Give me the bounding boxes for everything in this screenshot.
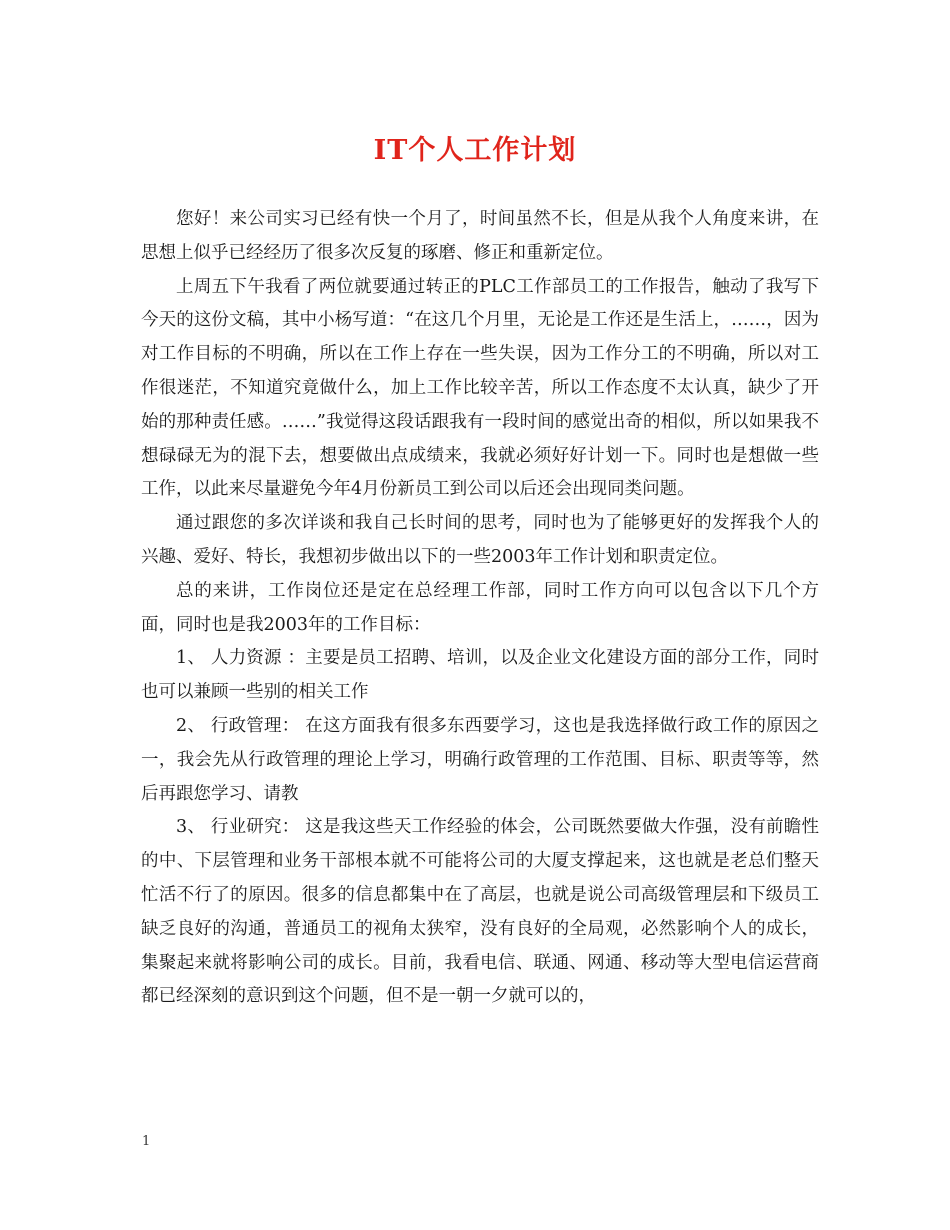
paragraph-plan-intro: 通过跟您的多次详谈和我自己长时间的思考，同时也为了能够更好的发挥我个人的兴趣、爱好、特长，我想初步做出以下的一些2003年工作计划和职责定位。 [141, 513, 819, 567]
list-item-human-resources: 1、 人力资源 ：主要是员工招聘、培训，以及企业文化建设方面的部分工作，同时也可以兼顾一些别的相关工作 [141, 648, 819, 703]
paragraph-intro: 您好！来公司实习已经有快一个月了，时间虽然不长，但是从我个人角度来讲，在思想上似乎已经经历了很多次反复的琢磨、修正和重新定位。 [141, 209, 819, 263]
list-item-industry-research: 3、 行业研究： 这是我这些天工作经验的体会，公司既然要做大作强，没有前瞻性的中、下层管理和业务干部根本就不可能将公司的大厦支撑起来，这也就是老总们整天忙活不行了的原因。很多的信息都集中在了高层，也就是说公司高级管理层和下级员工缺乏良好的沟通，普通员工的视角太狭窄，没有良好的全局观，必然影响个人的成长，集聚起来就将影响公司的成长。目前，我看电信、联通、网通、移动等大型电信运营商都已经深刻的意识到这个问题，但不是一朝一夕就可以的， [141, 817, 819, 1007]
paragraph-job-direction: 总的来讲，工作岗位还是定在总经理工作部，同时工作方向可以包含以下几个方面，同时也是我2003年的工作目标： [141, 580, 819, 635]
paragraph-report-quote: 上周五下午我看了两位就要通过转正的PLC工作部员工的工作报告，触动了我写下今天的这份文稿，其中小杨写道：“在这几个月里，无论是工作还是生活上，……，因为对工作目标的不明确，所以在工作上存在一些失误，因为工作分工的不明确，所以对工作很迷茫，不知道究竟做什么，加上工作比较辛苦，所以工作态度不太认真，缺少了开始的那种责任感。……”我觉得这段话跟我有一段时间的感觉出奇的相似，所以如果我不想碌碌无为的混下去，想要做出点成绩来，我就必须好好计划一下。同时也是想做一些工作，以此来尽量避免今年4月份新员工到公司以后还会出现同类问题。 [141, 276, 819, 500]
document-body [141, 203, 819, 1014]
list-item-administration: 2、 行政管理： 在这方面我有很多东西要学习，这也是我选择做行政工作的原因之一，我会先从行政管理的理论上学习，明确行政管理的工作范围、目标、职责等等，然后再跟您学习、请教 [141, 715, 819, 804]
page-number: 1 [142, 1134, 151, 1149]
document-title: IT个人工作计划 [373, 135, 577, 166]
